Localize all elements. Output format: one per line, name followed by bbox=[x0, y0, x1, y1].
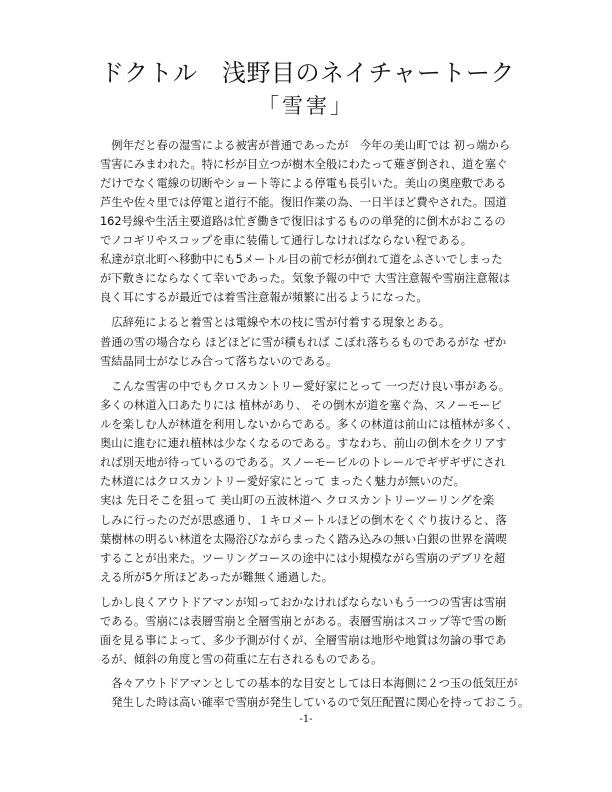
body-line: 普通の雪の場合なら ほどほどに雪が積もれば こぼれ落ちるものであるがな ぜか bbox=[100, 336, 507, 349]
body-line: 面を見る事によって、多少予測が付くが、全層雪崩は地形や地質は勿論の事であ bbox=[100, 634, 507, 647]
body-line: た林道にはクロスカントリー愛好家にとって まったく魅力が無いのだ。 bbox=[100, 475, 465, 488]
body-line: ルを楽しむ人が林道を利用しないからである。多くの林道は前山には植林が多く、 bbox=[100, 418, 518, 431]
body-line: 奥山に進むに連れ植林は少なくなるのである。すなわち、前山の倒木をクリアす bbox=[100, 437, 507, 450]
body-line: 162号線や生活主要道路は忙ぎ働きで復旧はするものの単発的に倒木がおこるの bbox=[100, 215, 506, 228]
page-subtitle: 「雪害」 bbox=[258, 94, 354, 118]
body-line: 私達が京北町へ移動中にも5メートル目の前で杉が倒れて道をふさいでしまった bbox=[100, 253, 503, 266]
body-line: れば別天地が待っているのである。スノーモービルのトレールでギザギザにされ bbox=[100, 456, 506, 469]
body-line: でノコギリやスコップを車に装備して通行しなければならない程である。 bbox=[100, 234, 473, 247]
body-line: 各々アウトドアマンとしての基本的な目安としては日本海側に２つ玉の低気圧が bbox=[100, 677, 518, 690]
body-line: 多くの林道入口あたりには 植林があり、 その倒木が道を塞ぐ為、スノーモービ bbox=[100, 399, 502, 412]
body-line: 広辞苑によると着雪とは電線や木の枝に雪が付着する現象とある。 bbox=[100, 316, 451, 329]
body-line: える所が5ケ所ほどあったが難無く通過した。 bbox=[100, 571, 334, 584]
body-line: こんな雪害の中でもクロスカントリー愛好家にとって 一つだけ良い事がある。 bbox=[100, 380, 511, 393]
body-line: 例年だと春の湿雪による被害が普通であったが 今年の美山町では 初っ端から bbox=[100, 139, 511, 152]
page-title: ドクトル 浅野目のネイチャートーク bbox=[100, 59, 515, 87]
body-line: だけでなく電線の切断やショート等による停電も長引いた。美山の奥座敷である bbox=[100, 177, 507, 190]
body-line: 発生した時は高い確率で雪崩が発生しているので気圧配置に関心を持っておこう。 bbox=[100, 696, 530, 709]
body-line: である。雪崩には表層雪崩と全層雪崩とがある。表層雪崩はスコップ等で雪の断 bbox=[100, 615, 507, 628]
body-line: 良く耳にするが最近では着雪注意報が頻繁に出るようになった。 bbox=[100, 291, 428, 304]
body-line: しみに行ったのだが思惑通り、１キロメートルほどの倒木をくぐり抜けると、落 bbox=[100, 514, 507, 527]
body-line: るが、傾斜の角度と雪の荷重に左右されるものである。 bbox=[100, 653, 383, 666]
body-line: 葉樹林の明るい林道を太陽浴びながらまったく踏み込みの無い白銀の世界を満喫 bbox=[100, 533, 507, 546]
body-line: 実は 先日そこを狙って 美山町の五波林道へ クロスカントリーツーリングを楽 bbox=[100, 494, 495, 507]
body-line: が下敷きにならなくて幸いであった。気象予報の中で 大雪注意報や雪崩注意報は bbox=[100, 272, 511, 285]
body-line: しかし良くアウトドアマンが知っておかなければならないもう一つの雪害は雪崩 bbox=[100, 596, 507, 609]
page-number: -1- bbox=[299, 714, 313, 725]
body-line: 雪害にみまわれた。特に杉が目立つが樹木全般にわたって薙ぎ倒され、道を塞ぐ bbox=[100, 158, 508, 171]
body-line: 芦生や佐々里では停電と道行不能。復旧作業の為、一日半ほど費やされた。国道 bbox=[100, 196, 507, 209]
body-line: 雪結晶同士がなじみ合って落ちないのである。 bbox=[100, 355, 338, 368]
body-line: することが出来た。ツーリングコースの途中には小規模ながら雪崩のデブリを超 bbox=[100, 552, 506, 565]
